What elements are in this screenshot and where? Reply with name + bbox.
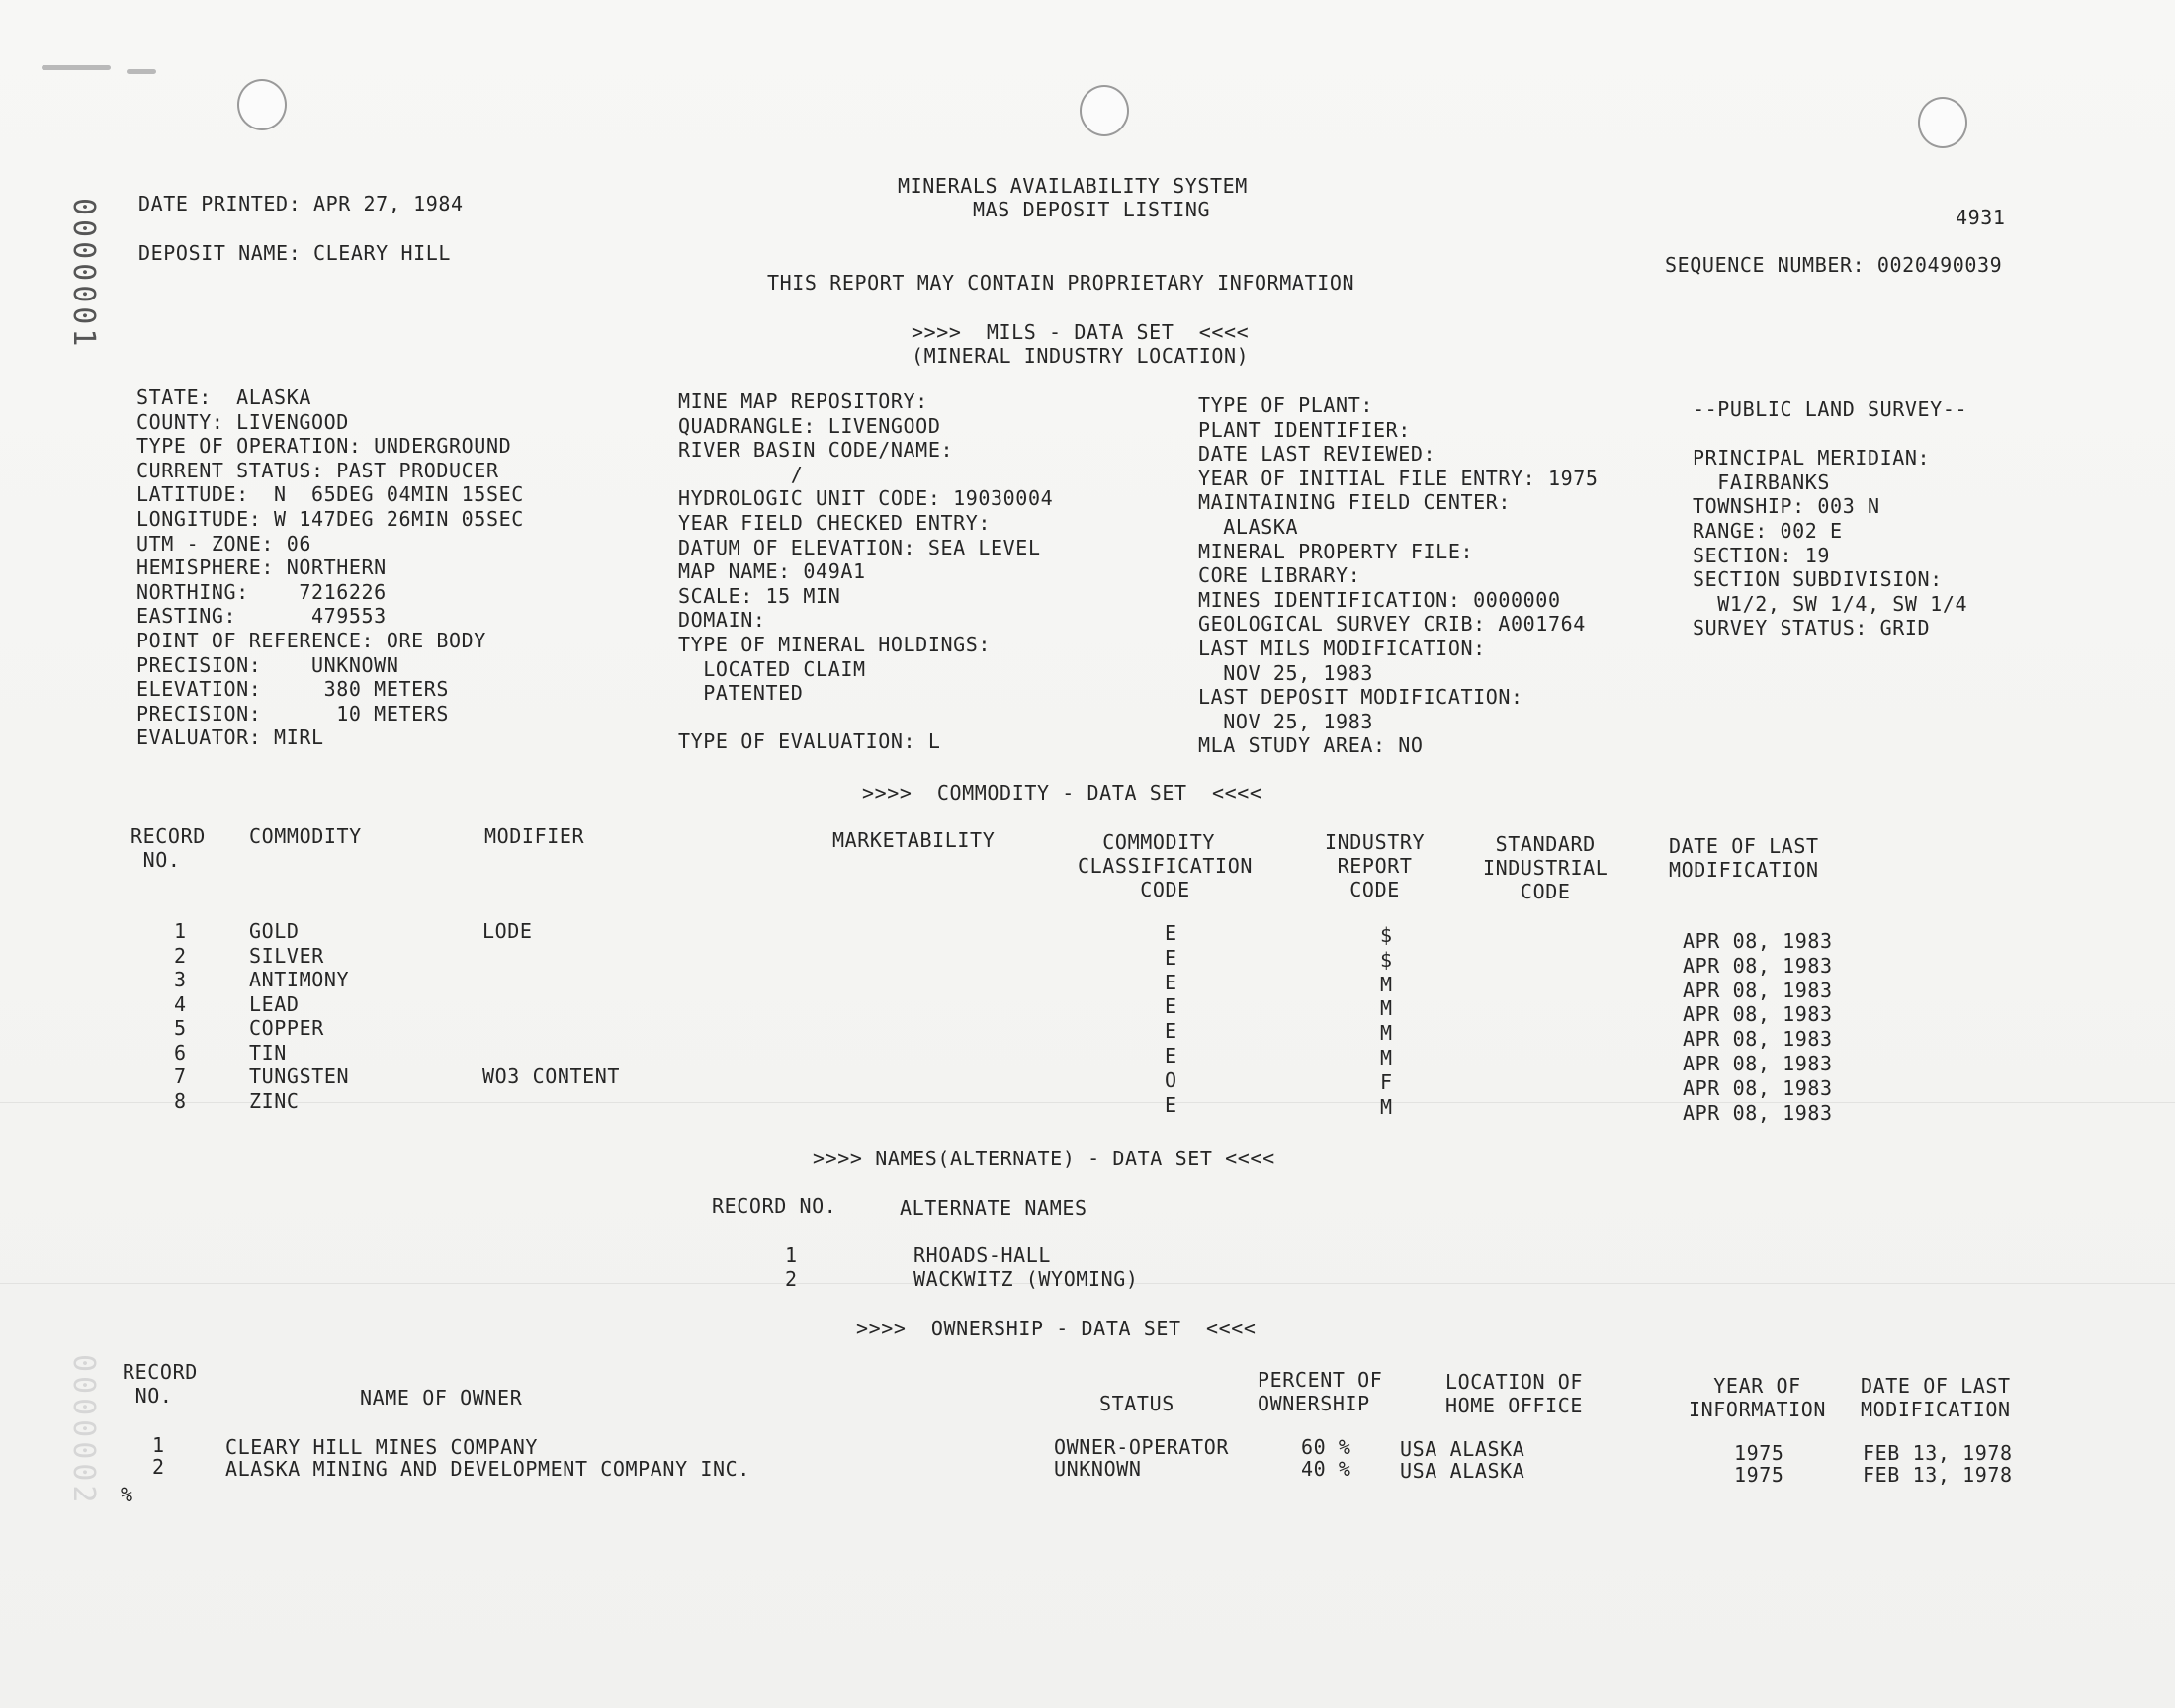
commodity-class-code: E [1165, 971, 1177, 994]
commodity-modifier: WO3 CONTENT [482, 1065, 621, 1088]
end-of-record-mark: % [121, 1483, 133, 1506]
ownership-header-percent: PERCENT OF OWNERSHIP [1258, 1368, 1383, 1415]
commodity-class-code: O [1165, 1068, 1177, 1092]
commodity-header-classification: COMMODITY CLASSIFICATION CODE [1078, 830, 1253, 901]
mils-location-field: EVALUATOR: MIRL [136, 726, 324, 749]
commodity-date-modified: APR 08, 1983 [1683, 1101, 1833, 1125]
owner-name: ALASKA MINING AND DEVELOPMENT COMPANY INC. [225, 1457, 750, 1481]
mils-map-field: MAP NAME: 049A1 [678, 559, 866, 583]
commodity-class-code: E [1165, 994, 1177, 1018]
mils-plant-field: LAST MILS MODIFICATION: [1198, 637, 1486, 660]
alternate-name: RHOADS-HALL [914, 1243, 1052, 1267]
commodity-header-modifier: MODIFIER [484, 824, 585, 848]
page-number: 4931 [1956, 206, 2006, 229]
mils-map-field: TYPE OF EVALUATION: L [678, 729, 941, 753]
mils-map-field: MINE MAP REPOSITORY: [678, 389, 928, 413]
mils-map-field: / [678, 463, 804, 486]
ownership-heading: >>>> OWNERSHIP - DATA SET <<<< [856, 1317, 1257, 1340]
mils-location-field: PRECISION: 10 METERS [136, 702, 450, 726]
commodity-class-code: E [1165, 946, 1177, 970]
mils-map-field: TYPE OF MINERAL HOLDINGS: [678, 633, 992, 656]
owner-location: USA ALASKA [1400, 1459, 1525, 1483]
commodity-heading: >>>> COMMODITY - DATA SET <<<< [862, 781, 1262, 805]
commodity-class-code: E [1165, 921, 1177, 945]
commodity-modifier: LODE [482, 919, 533, 943]
commodity-name: SILVER [249, 944, 324, 968]
mils-location-field: UTM - ZONE: 06 [136, 532, 311, 555]
owner-year: 1975 [1734, 1441, 1784, 1465]
names-header-record: RECORD NO. [712, 1194, 837, 1218]
listing-title: MAS DEPOSIT LISTING [973, 198, 1211, 221]
commodity-industry-code: M [1380, 996, 1393, 1020]
owner-status: UNKNOWN [1054, 1457, 1142, 1481]
commodity-name: COPPER [249, 1016, 324, 1040]
owner-record-no: 1 [152, 1433, 165, 1457]
mils-plant-field: NOV 25, 1983 [1198, 661, 1373, 685]
mils-location-field: LONGITUDE: W 147DEG 26MIN 05SEC [136, 507, 524, 531]
ownership-header-status: STATUS [1099, 1392, 1174, 1415]
commodity-industry-code: M [1380, 1046, 1393, 1069]
ownership-header-date: DATE OF LAST MODIFICATION [1861, 1374, 2011, 1421]
mils-map-field: DATUM OF ELEVATION: SEA LEVEL [678, 536, 1041, 559]
mils-plant-field: TYPE OF PLANT: [1198, 393, 1373, 417]
mils-plant-field: DATE LAST REVIEWED: [1198, 442, 1436, 466]
commodity-date-modified: APR 08, 1983 [1683, 1002, 1833, 1026]
public-land-survey-field: --PUBLIC LAND SURVEY-- [1693, 397, 1968, 421]
ownership-header-record: RECORD NO. [123, 1360, 198, 1408]
owner-date-modified: FEB 13, 1978 [1863, 1441, 2013, 1465]
commodity-name: GOLD [249, 919, 300, 943]
mils-map-field: PATENTED [678, 681, 804, 705]
public-land-survey-field: SECTION SUBDIVISION: [1693, 567, 1943, 591]
commodity-name: LEAD [249, 992, 300, 1016]
owner-location: USA ALASKA [1400, 1437, 1525, 1461]
commodity-name: ZINC [249, 1089, 300, 1113]
commodity-industry-code: M [1380, 973, 1393, 996]
owner-status: OWNER-OPERATOR [1054, 1435, 1229, 1459]
commodity-header-marketability: MARKETABILITY [832, 828, 996, 852]
owner-percent: 60 % [1301, 1435, 1351, 1459]
mils-location-field: NORTHING: 7216226 [136, 580, 387, 604]
mils-plant-field: ALASKA [1198, 515, 1299, 539]
sequence-number: SEQUENCE NUMBER: 0020490039 [1665, 253, 2003, 277]
mils-plant-field: CORE LIBRARY: [1198, 563, 1361, 587]
microfilm-frame-number: 0000001 [66, 198, 101, 351]
public-land-survey-field: TOWNSHIP: 003 N [1693, 494, 1880, 518]
commodity-industry-code: F [1380, 1070, 1393, 1094]
commodity-name: TUNGSTEN [249, 1065, 350, 1088]
mils-plant-field: MLA STUDY AREA: NO [1198, 733, 1424, 757]
owner-percent: 40 % [1301, 1457, 1351, 1481]
mils-location-field: HEMISPHERE: NORTHERN [136, 555, 387, 579]
mils-heading: >>>> MILS - DATA SET <<<< [912, 320, 1250, 344]
names-header-names: ALTERNATE NAMES [900, 1196, 1088, 1220]
alternate-name-record-no: 1 [785, 1243, 798, 1267]
commodity-name: TIN [249, 1041, 287, 1065]
microfilm-frame-number-faint: 0000002 [66, 1354, 101, 1507]
commodity-class-code: E [1165, 1019, 1177, 1043]
mils-location-field: PRECISION: UNKNOWN [136, 653, 399, 677]
commodity-date-modified: APR 08, 1983 [1683, 929, 1833, 953]
mils-location-field: EASTING: 479553 [136, 604, 387, 628]
commodity-date-modified: APR 08, 1983 [1683, 1027, 1833, 1051]
mils-map-field: HYDROLOGIC UNIT CODE: 19030004 [678, 486, 1054, 510]
names-heading: >>>> NAMES(ALTERNATE) - DATA SET <<<< [813, 1147, 1275, 1170]
mils-plant-field: PLANT IDENTIFIER: [1198, 418, 1411, 442]
commodity-header-record: RECORD NO. [130, 824, 206, 872]
public-land-survey-field: SECTION: 19 [1693, 544, 1831, 567]
commodity-record-no: 8 [174, 1089, 187, 1113]
system-title: MINERALS AVAILABILITY SYSTEM [898, 174, 1248, 198]
commodity-header-commodity: COMMODITY [249, 824, 362, 848]
mils-subheading: (MINERAL INDUSTRY LOCATION) [912, 344, 1250, 368]
mils-plant-field: LAST DEPOSIT MODIFICATION: [1198, 685, 1523, 709]
punch-hole-center [1080, 85, 1129, 136]
mils-plant-field: MINERAL PROPERTY FILE: [1198, 540, 1474, 563]
owner-year: 1975 [1734, 1463, 1784, 1487]
punch-hole-right [1918, 97, 1967, 148]
commodity-header-sic: STANDARD INDUSTRIAL CODE [1483, 832, 1609, 903]
commodity-header-industry: INDUSTRY REPORT CODE [1325, 830, 1426, 901]
commodity-industry-code: $ [1380, 948, 1393, 972]
mils-plant-field: MAINTAINING FIELD CENTER: [1198, 490, 1512, 514]
alternate-name-record-no: 2 [785, 1267, 798, 1291]
commodity-record-no: 3 [174, 968, 187, 991]
mils-location-field: LATITUDE: N 65DEG 04MIN 15SEC [136, 482, 524, 506]
commodity-industry-code: M [1380, 1095, 1393, 1119]
proprietary-notice: THIS REPORT MAY CONTAIN PROPRIETARY INFORMATION [767, 271, 1355, 295]
mils-plant-field: MINES IDENTIFICATION: 0000000 [1198, 588, 1561, 612]
mils-location-field: STATE: ALASKA [136, 385, 311, 409]
mils-location-field: TYPE OF OPERATION: UNDERGROUND [136, 434, 512, 458]
mils-location-field: COUNTY: LIVENGOOD [136, 410, 349, 434]
deposit-name: DEPOSIT NAME: CLEARY HILL [138, 241, 452, 265]
mils-location-field: ELEVATION: 380 METERS [136, 677, 450, 701]
mils-map-field: DOMAIN: [678, 608, 766, 632]
mils-plant-field: GEOLOGICAL SURVEY CRIB: A001764 [1198, 612, 1586, 636]
owner-name: CLEARY HILL MINES COMPANY [225, 1435, 539, 1459]
ink-smudge [127, 69, 156, 74]
ownership-header-location: LOCATION OF HOME OFFICE [1445, 1370, 1584, 1417]
commodity-date-modified: APR 08, 1983 [1683, 1052, 1833, 1075]
commodity-date-modified: APR 08, 1983 [1683, 979, 1833, 1002]
commodity-record-no: 7 [174, 1065, 187, 1088]
public-land-survey-field: FAIRBANKS [1693, 470, 1831, 494]
mils-map-field: QUADRANGLE: LIVENGOOD [678, 414, 941, 438]
alternate-name: WACKWITZ (WYOMING) [914, 1267, 1139, 1291]
ownership-header-year: YEAR OF INFORMATION [1689, 1374, 1827, 1421]
commodity-record-no: 6 [174, 1041, 187, 1065]
owner-record-no: 2 [152, 1455, 165, 1479]
commodity-class-code: E [1165, 1044, 1177, 1068]
commodity-industry-code: M [1380, 1021, 1393, 1045]
commodity-header-date: DATE OF LAST MODIFICATION [1669, 834, 1819, 882]
date-printed: DATE PRINTED: APR 27, 1984 [138, 192, 464, 215]
commodity-date-modified: APR 08, 1983 [1683, 954, 1833, 978]
commodity-record-no: 1 [174, 919, 187, 943]
mils-location-field: CURRENT STATUS: PAST PRODUCER [136, 459, 499, 482]
mils-map-field: SCALE: 15 MIN [678, 584, 841, 608]
commodity-industry-code: $ [1380, 923, 1393, 947]
punch-hole-left [237, 79, 287, 130]
ink-smudge [42, 65, 111, 70]
commodity-date-modified: APR 08, 1983 [1683, 1076, 1833, 1100]
public-land-survey-field: PRINCIPAL MERIDIAN: [1693, 446, 1931, 470]
commodity-record-no: 5 [174, 1016, 187, 1040]
commodity-record-no: 4 [174, 992, 187, 1016]
mils-map-field: YEAR FIELD CHECKED ENTRY: [678, 511, 992, 535]
public-land-survey-field: W1/2, SW 1/4, SW 1/4 [1693, 592, 1968, 616]
mils-plant-field: YEAR OF INITIAL FILE ENTRY: 1975 [1198, 467, 1599, 490]
fold-line [0, 1102, 2175, 1103]
mils-map-field: LOCATED CLAIM [678, 657, 866, 681]
mils-location-field: POINT OF REFERENCE: ORE BODY [136, 629, 486, 652]
public-land-survey-field: RANGE: 002 E [1693, 519, 1843, 543]
mils-map-field: RIVER BASIN CODE/NAME: [678, 438, 954, 462]
commodity-name: ANTIMONY [249, 968, 350, 991]
commodity-class-code: E [1165, 1093, 1177, 1117]
commodity-record-no: 2 [174, 944, 187, 968]
mils-plant-field: NOV 25, 1983 [1198, 710, 1373, 733]
public-land-survey-field: SURVEY STATUS: GRID [1693, 616, 1931, 640]
owner-date-modified: FEB 13, 1978 [1863, 1463, 2013, 1487]
ownership-header-owner: NAME OF OWNER [360, 1386, 523, 1409]
